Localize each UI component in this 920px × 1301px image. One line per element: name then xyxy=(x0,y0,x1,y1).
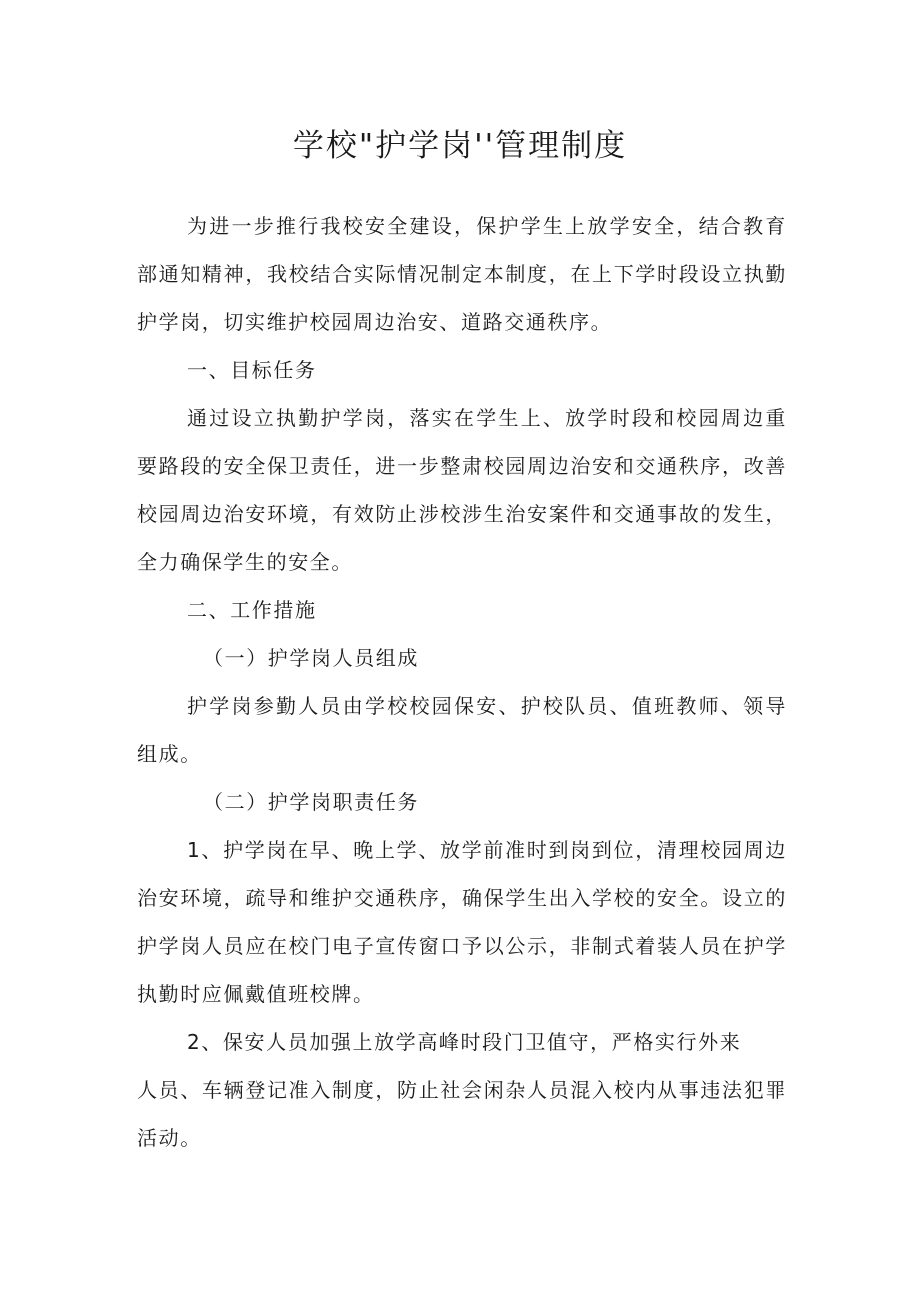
goals-paragraph: 通过设立执勤护学岗，落实在学生上、放学时段和校园周边重要路段的安全保卫责任，进一步整肃校园周边治安和交通秩序，改善校园周边治安环境，有效防止涉校涉生治安案件和交通事故的发生，全力确保学生的安全。 xyxy=(137,406,787,574)
section-heading-measures: 二、工作措施 xyxy=(187,598,317,622)
section-heading-goals: 一、目标任务 xyxy=(187,358,317,382)
subheading-staff: （一）护学岗人员组成 xyxy=(203,646,419,670)
document-title: 学校"护学岗''管理制度 xyxy=(292,128,628,164)
duty-item-1: 1、护学岗在早、晚上学、放学前准时到岗到位，清理校园周边治安环境，疏导和维护交通秩序，确保学生出入学校的安全。设立的护学岗人员应在校门电子宣传窗口予以公示，非制式着装人员在护学执勤时应佩戴值班校牌。 xyxy=(137,838,787,1006)
staff-paragraph: 护学岗参勤人员由学校校园保安、护校队员、值班教师、领导组成。 xyxy=(137,694,787,766)
intro-paragraph: 为进一步推行我校安全建设，保护学生上放学安全，结合教育部通知精神，我校结合实际情况制定本制度，在上下学时段设立执勤护学岗，切实维护校园周边治安、道路交通秩序。 xyxy=(137,214,787,334)
duty-item-2-continuation: 人员、车辆登记准入制度，防止社会闲杂人员混入校内从事违法犯罪活动。 xyxy=(137,1078,787,1150)
document-body xyxy=(137,202,787,1162)
duty-item-2-line: 2、保安人员加强上放学高峰时段门卫值守，严格实行外来 xyxy=(187,1030,742,1054)
subheading-duties: （二）护学岗职责任务 xyxy=(203,790,419,814)
